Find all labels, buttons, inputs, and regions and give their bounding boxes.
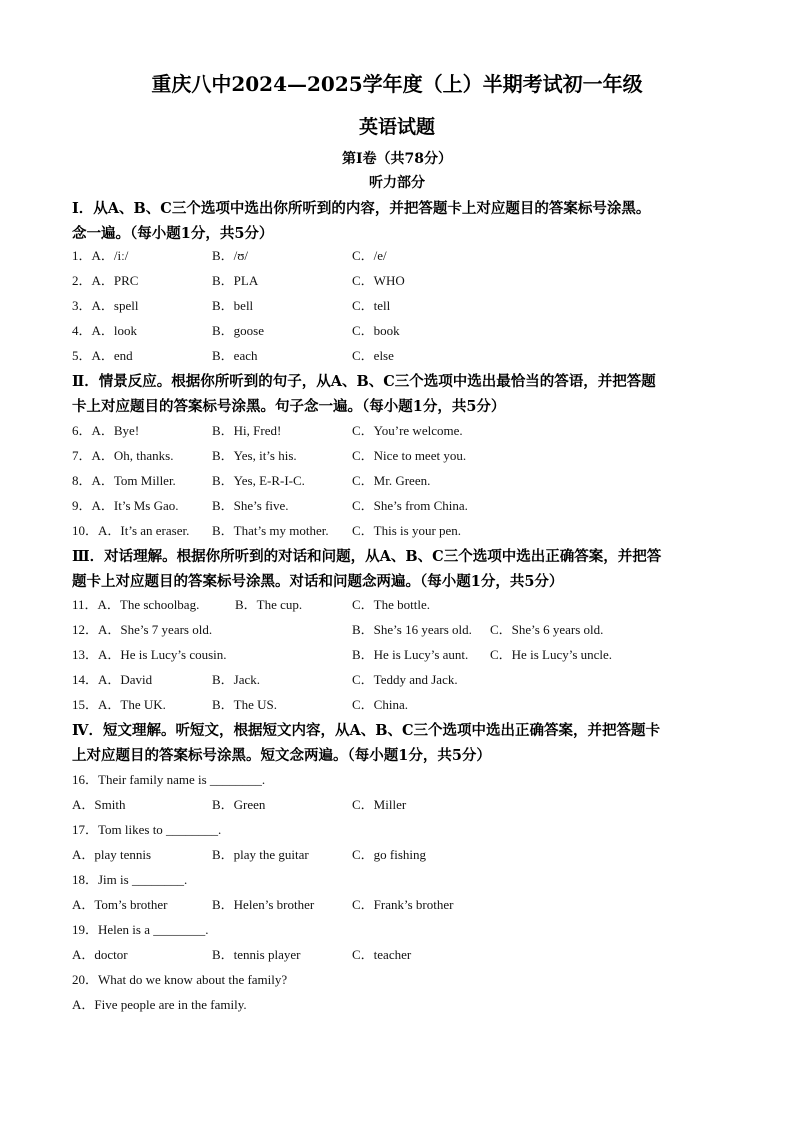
option-a: 5．A．end [72, 348, 133, 363]
stem-text: 19．Helen is a ________. [72, 922, 209, 937]
option-a: 7．A．Oh, thanks. [72, 448, 174, 463]
option-c: C．WHO [352, 273, 405, 288]
option-b: B．Yes, it’s his. [212, 448, 297, 463]
option-a: 11．A．The schoolbag. [72, 597, 200, 612]
option-b: B．The cup. [235, 597, 303, 612]
option-a: 8．A．Tom Miller. [72, 473, 176, 488]
option-a: 13．A．He is Lucy’s cousin. [72, 647, 227, 662]
section-4-line-1: Ⅳ．短文理解。听短文，根据短文内容，从A、B、C三个选项中选出正确答案，并把答题卡 [72, 722, 660, 739]
question-stem [72, 820, 732, 840]
section-3-line-2: 题卡上对应题目的答案标号涂黑。对话和问题念两遍。（每小题1分，共5分） [72, 573, 564, 590]
option-a: 10．A．It’s an eraser. [72, 523, 190, 538]
option-c: C．She’s 6 years old. [490, 622, 604, 637]
section-1-instructions [72, 196, 732, 246]
option-a: 9．A．It’s Ms Gao. [72, 498, 179, 513]
option-a: A．doctor [72, 947, 128, 962]
option-a: 3．A．spell [72, 298, 139, 313]
question-row [72, 471, 732, 491]
section-4-line-2: 上对应题目的答案标号涂黑。短文念两遍。（每小题1分，共5分） [72, 747, 491, 764]
question-row [72, 795, 732, 815]
option-b: B．Helen’s brother [212, 897, 315, 912]
section-1-line-1: Ⅰ．从A、B、C三个选项中选出你所听到的内容，并把答题卡上对应题目的答案标号涂黑。 [72, 200, 651, 217]
stem-text: 20．What do we know about the family? [72, 972, 288, 987]
option-a: A．Five people are in the family. [72, 997, 247, 1012]
part-title: 听力部分 [369, 175, 425, 191]
option-c: C．Teddy and Jack. [352, 672, 458, 687]
option-b: B．PLA [212, 273, 259, 288]
question-row [72, 945, 732, 965]
stem-text: 17．Tom likes to ________. [72, 822, 222, 837]
option-a: 2．A．PRC [72, 273, 139, 288]
section-3-instructions [72, 544, 732, 594]
option-a: 15．A．The UK. [72, 697, 166, 712]
question-stem [72, 870, 732, 890]
question-row [72, 321, 732, 341]
option-c: C．She’s from China. [352, 498, 468, 513]
question-stem [72, 970, 732, 990]
option-a: 12．A．She’s 7 years old. [72, 622, 213, 637]
stem-text: 16．Their family name is ________. [72, 772, 266, 787]
subject-title: 英语试题 [358, 116, 435, 138]
option-c: C．Nice to meet you. [352, 448, 467, 463]
option-b: B．Yes, E-R-I-C. [212, 473, 305, 488]
option-c: C．else [352, 348, 394, 363]
question-row [72, 670, 732, 690]
option-c: C．Miller [352, 797, 407, 812]
question-row [72, 521, 732, 541]
option-b: B．Green [212, 797, 266, 812]
option-a: A．play tennis [72, 847, 152, 862]
option-a: 1．A．/iː/ [72, 248, 129, 263]
section-2-line-2: 卡上对应题目的答案标号涂黑。句子念一遍。（每小题1分，共5分） [72, 398, 506, 415]
question-stem [72, 770, 732, 790]
section-2-line-1: Ⅱ．情景反应。根据你所听到的句子，从A、B、C三个选项中选出最恰当的答语，并把答题 [72, 373, 656, 390]
question-row [72, 845, 732, 865]
option-b: B．bell [212, 298, 254, 313]
question-row [72, 346, 732, 366]
question-row [72, 446, 732, 466]
option-c: C．/e/ [352, 248, 387, 263]
option-b: B．She’s five. [212, 498, 289, 513]
option-c: C．book [352, 323, 400, 338]
question-row [72, 620, 732, 640]
question-row [72, 895, 732, 915]
question-row [72, 645, 732, 665]
option-c: C．tell [352, 298, 391, 313]
section-1-line-2: 念一遍。（每小题1分，共5分） [72, 225, 274, 242]
question-row [72, 496, 732, 516]
option-c: C．This is your pen. [352, 523, 462, 538]
option-c: C．go fishing [352, 847, 427, 862]
question-row [72, 296, 732, 316]
option-b: B．He is Lucy’s aunt. [352, 647, 469, 662]
exam-title: 重庆八中2024—2025学年度（上）半期考试初一年级 [151, 72, 643, 96]
option-c: C．The bottle. [352, 597, 430, 612]
option-a: 6．A．Bye! [72, 423, 140, 438]
option-c: C．He is Lucy’s uncle. [490, 647, 613, 662]
section-3-line-1: Ⅲ．对话理解。根据你所听到的对话和问题，从A、B、C三个选项中选出正确答案，并把答 [72, 548, 662, 565]
option-b: B．play the guitar [212, 847, 309, 862]
option-a: A．Tom’s brother [72, 897, 168, 912]
option-c: C．Frank’s brother [352, 897, 454, 912]
option-c: C．teacher [352, 947, 412, 962]
option-b: B．each [212, 348, 258, 363]
option-a: 4．A．look [72, 323, 138, 338]
section-2-instructions [72, 369, 732, 419]
stem-text: 18．Jim is ________. [72, 872, 188, 887]
option-b: B．Hi, Fred! [212, 423, 282, 438]
option-b: B．goose [212, 323, 265, 338]
option-c: C．Mr. Green. [352, 473, 431, 488]
option-a: A．Smith [72, 797, 126, 812]
option-b: B．Jack. [212, 672, 261, 687]
question-row [72, 695, 732, 715]
option-c: C．China. [352, 697, 408, 712]
option-b: B．tennis player [212, 947, 301, 962]
option-b: B．That’s my mother. [212, 523, 329, 538]
section-4-instructions [72, 718, 732, 768]
option-a: 14．A．David [72, 672, 153, 687]
option-b: B．The US. [212, 697, 278, 712]
question-row [72, 995, 732, 1015]
option-c: C．You’re welcome. [352, 423, 463, 438]
option-b: B．She’s 16 years old. [352, 622, 472, 637]
question-row [72, 271, 732, 291]
volume-title: 第Ⅰ卷（共78分） [341, 151, 453, 167]
question-row [72, 246, 732, 266]
question-row [72, 421, 732, 441]
question-stem [72, 920, 732, 940]
option-b: B．/ʊ/ [212, 248, 249, 263]
question-row [72, 595, 732, 615]
